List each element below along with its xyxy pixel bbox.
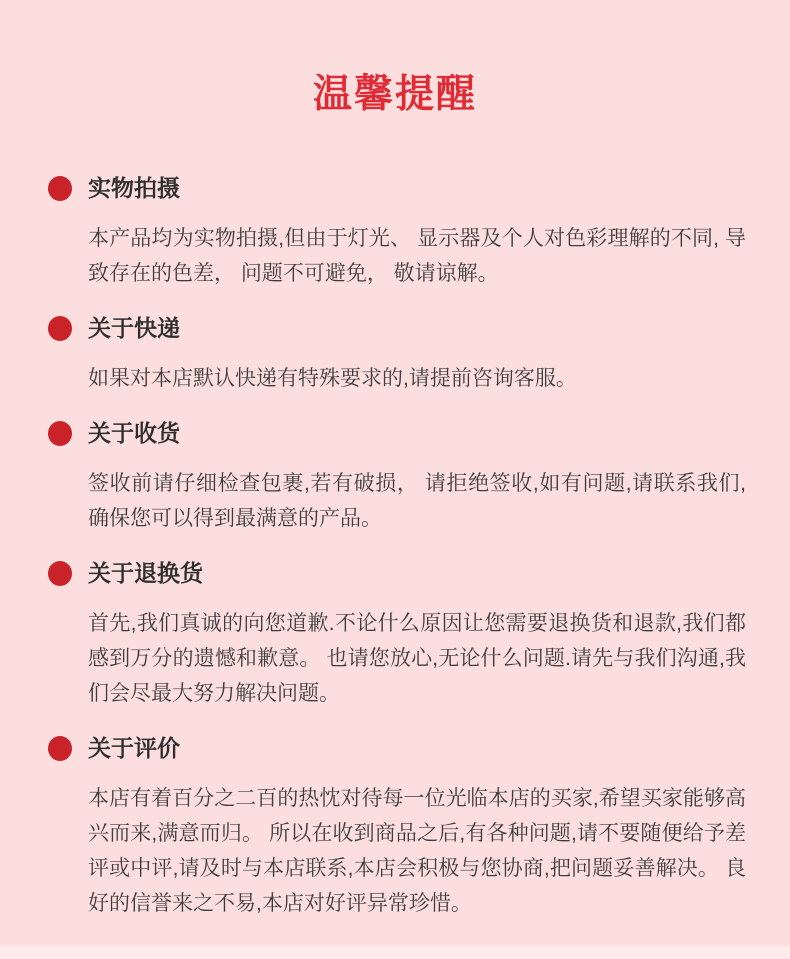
section-receiving	[48, 418, 746, 536]
section-heading: 实物拍摄	[88, 175, 180, 202]
bullet-dot-icon	[48, 736, 72, 761]
section-header	[48, 173, 746, 203]
section-heading: 关于收货	[88, 420, 180, 447]
section-header	[48, 418, 746, 448]
bullet-dot-icon	[48, 421, 72, 446]
section-express	[48, 313, 746, 396]
section-heading: 关于快递	[88, 315, 180, 342]
page-title: 温馨提醒	[312, 73, 477, 117]
section-returns	[48, 558, 746, 711]
section-header	[48, 313, 746, 343]
section-body: 签收前请仔细检查包裹,若有破损， 请拒绝签收,如有问题,请联系我们,确保您可以得到最满意的产品。	[88, 472, 746, 531]
section-heading: 关于评价	[88, 735, 180, 762]
bullet-dot-icon	[48, 176, 72, 201]
section-header	[48, 558, 746, 588]
bullet-dot-icon	[48, 561, 72, 586]
bullet-dot-icon	[48, 316, 72, 341]
footer-strip	[0, 946, 790, 959]
section-body: 本店有着百分之二百的热忱对待每一位光临本店的买家,希望买家能够高兴而来,满意而归。 所以在收到商品之后,有各种问题,请不要随便给予差评或中评,请及时与本店联系,本店会积极与您协商,把问题妥善解决。 良好的信誉来之不易,本店对好评异常珍惜。	[88, 787, 746, 916]
notice-page	[0, 26, 790, 959]
section-real-photos	[48, 173, 746, 291]
section-body: 如果对本店默认快递有特殊要求的,请提前咨询客服。	[88, 367, 577, 391]
section-heading: 关于退换货	[88, 560, 203, 587]
section-reviews	[48, 733, 746, 921]
section-body: 本产品均为实物拍摄,但由于灯光、 显示器及个人对色彩理解的不同, 导致存在的色差， 问题不可避免， 敬请谅解。	[88, 227, 746, 286]
section-header	[48, 733, 746, 763]
section-body: 首先,我们真诚的向您道歉.不论什么原因让您需要退换货和退款,我们都感到万分的遗憾和歉意。 也请您放心,无论什么问题.请先与我们沟通,我们会尽最大努力解决问题。	[88, 612, 746, 706]
